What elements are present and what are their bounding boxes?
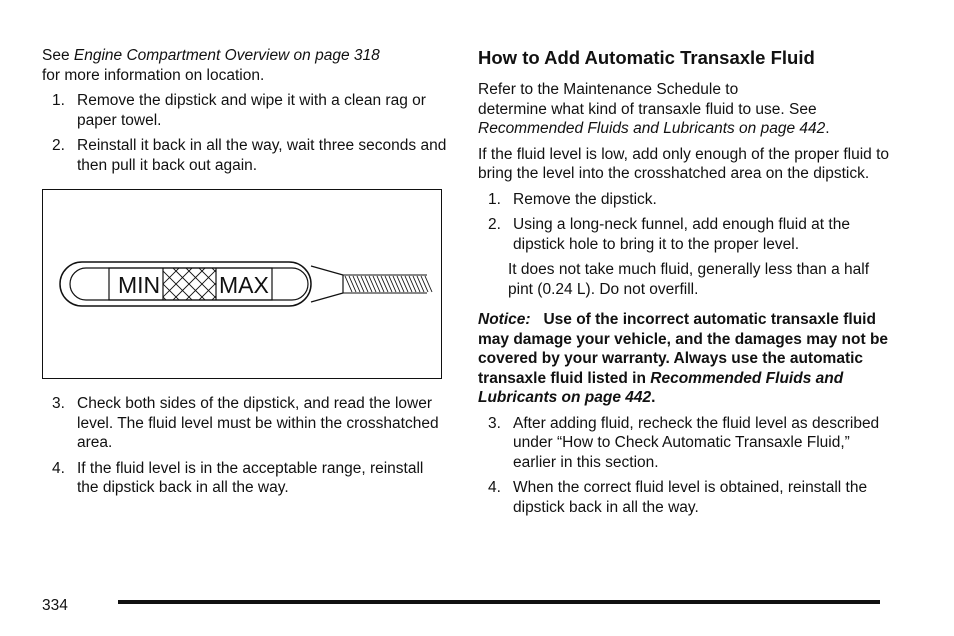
cable-strand	[357, 276, 364, 292]
left-column	[42, 46, 447, 175]
cable-strand	[377, 276, 384, 292]
paragraph-refer	[478, 80, 893, 139]
notice-link-recommended-fluids[interactable]: Recommended Fluids and Lubricants on page 442	[478, 369, 844, 406]
step-text: When the correct fluid level is obtained, reinstall the dipstick back in all the way.	[513, 479, 868, 516]
cable-strand	[397, 276, 404, 292]
see-suffix: for more information on location.	[42, 66, 265, 84]
list-item	[42, 91, 447, 130]
step-text: Remove the dipstick and wipe it with a clean rag or paper towel.	[77, 92, 426, 129]
step-text: Check both sides of the dipstick, and read the lower level. The fluid level must be within the crosshatched area.	[77, 395, 439, 451]
notice-end: .	[651, 389, 656, 406]
cable-strand	[369, 276, 376, 292]
max-label: MAX	[219, 272, 269, 298]
cable-strand	[413, 276, 420, 292]
step-number: 2.	[52, 137, 65, 154]
right-column	[478, 46, 893, 517]
step-text: Reinstall it back in all the way, wait three seconds and then pull it back out again.	[77, 137, 447, 174]
cable-strand	[393, 276, 400, 292]
section-heading: How to Add Automatic Transaxle Fluid	[478, 47, 815, 68]
para-text: determine what kind of transaxle fluid to use. See	[478, 100, 817, 118]
cable-strand	[345, 276, 352, 292]
cable-strand	[401, 276, 408, 292]
step-text: Remove the dipstick.	[513, 190, 657, 208]
cable-strand	[417, 276, 424, 292]
left-column-bottom	[42, 394, 447, 498]
step-text: Using a long-neck funnel, add enough fluid at the dipstick hole to bring it to the proper level.	[513, 216, 850, 253]
step-number: 2.	[488, 216, 501, 233]
list-item	[42, 136, 447, 175]
sub-note: It does not take much fluid, generally less than a half pint (0.24 L). Do not overfill.	[508, 261, 870, 298]
dipstick-taper	[311, 266, 343, 302]
footer-rule	[118, 600, 880, 604]
cable-strand	[421, 276, 428, 292]
list-item	[42, 394, 447, 453]
see-prefix: See	[42, 47, 74, 64]
notice-label: Notice:	[478, 311, 531, 328]
para-text: Refer to the Maintenance Schedule to	[478, 81, 739, 98]
step-text: If the fluid level is in the acceptable range, reinstall the dipstick back in all the way.	[77, 459, 424, 496]
cable-strand	[409, 276, 416, 292]
step-number: 1.	[488, 190, 501, 208]
list-item	[478, 215, 893, 254]
para-text: .	[825, 120, 830, 137]
cable-strand	[361, 276, 368, 292]
list-item	[42, 459, 447, 498]
dipstick-figure	[42, 189, 442, 379]
notice-block	[478, 310, 893, 408]
page-number: 334	[42, 597, 68, 614]
link-recommended-fluids[interactable]: Recommended Fluids and Lubricants on page 442	[478, 120, 826, 137]
cable-strand	[425, 276, 432, 292]
see-link-engine-compartment[interactable]: Engine Compartment Overview on page 318	[73, 47, 380, 64]
step-text: After adding fluid, recheck the fluid level as described under “How to Check Automatic Transaxle Fluid,” earlier in this section.	[513, 414, 880, 471]
list-item	[478, 478, 893, 517]
see-reference	[42, 46, 447, 85]
cable-strand	[373, 276, 380, 292]
step-number: 4.	[52, 459, 65, 477]
cable-strand	[389, 276, 396, 292]
list-item	[478, 414, 893, 473]
step-number: 1.	[52, 92, 65, 109]
cable-strand	[349, 276, 356, 292]
list-item	[478, 190, 893, 210]
cable-strand	[353, 276, 360, 292]
cable-strand	[381, 276, 388, 292]
dipstick-handle-outer	[60, 262, 311, 306]
cable-strand	[385, 276, 392, 292]
paragraph-low-level: If the fluid level is low, add only enough of the proper fluid to bring the level into the crosshatched area on the dipstick.	[478, 145, 890, 182]
step-number: 4.	[488, 479, 501, 496]
cable-strand	[365, 276, 372, 292]
dipstick-cable	[343, 275, 432, 293]
min-label: MIN	[118, 272, 161, 298]
cable-strand	[405, 276, 412, 292]
step-number: 3.	[488, 414, 501, 432]
dipstick-illustration	[43, 190, 440, 377]
step-number: 3.	[52, 395, 65, 412]
notice-text: Use of the incorrect automatic transaxle fluid may damage your vehicle, and the damages may not be covered by your warranty. Always use the automatic transaxle fluid listed in	[478, 311, 889, 387]
